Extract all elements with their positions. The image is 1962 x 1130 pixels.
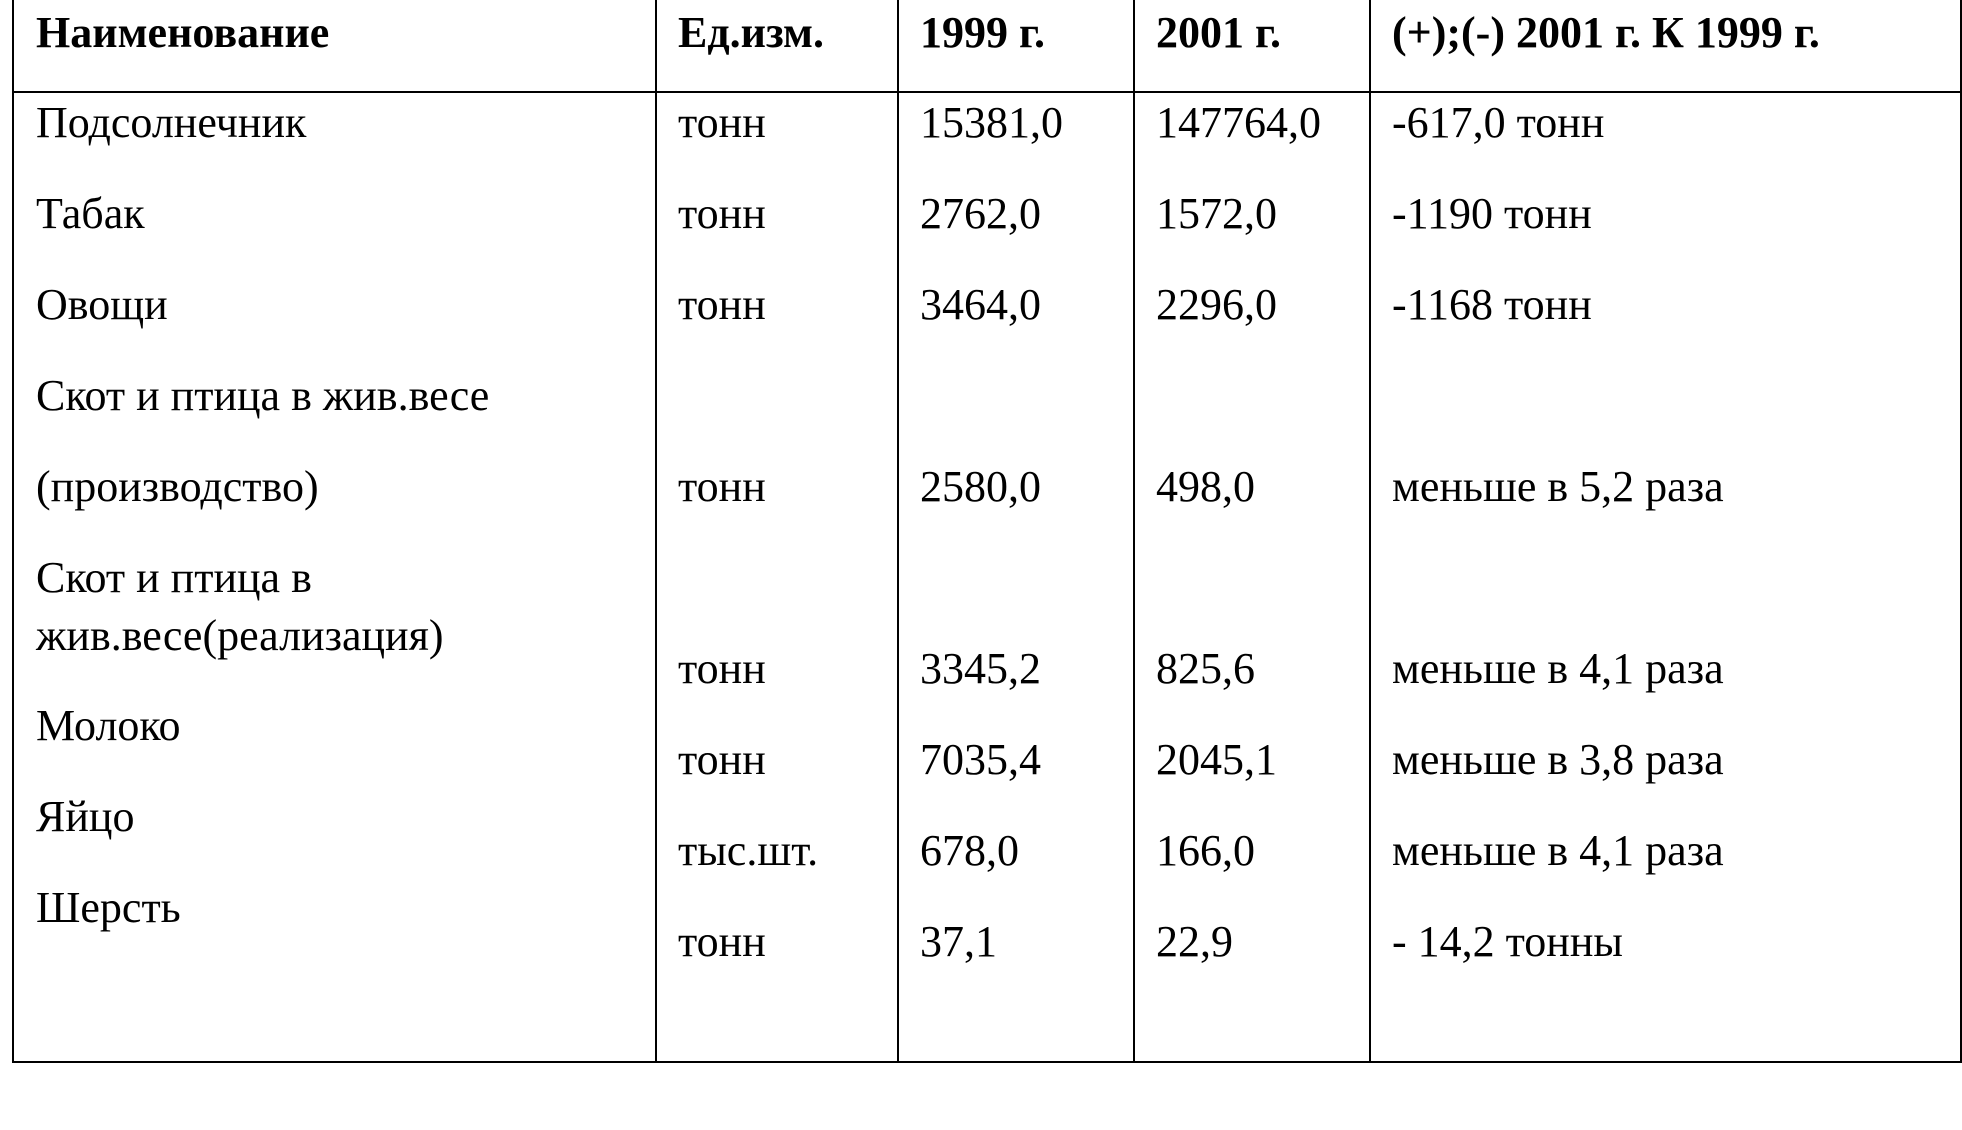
row-change: меньше в 4,1 раза — [1392, 644, 1724, 693]
header-name: Наименование — [36, 8, 330, 57]
header-change: (+);(-) 2001 г. К 1999 г. — [1392, 8, 1820, 57]
column-divider — [1133, 0, 1135, 1063]
row-change: -1190 тонн — [1392, 189, 1592, 238]
row-1999: 2762,0 — [920, 189, 1041, 238]
header-divider — [12, 91, 1962, 93]
row-1999: 2580,0 — [920, 462, 1041, 511]
row-1999: 7035,4 — [920, 735, 1041, 784]
row-2001: 2296,0 — [1156, 280, 1277, 329]
row-unit: тонн — [678, 735, 766, 784]
row-2001: 22,9 — [1156, 917, 1233, 966]
row-change: -617,0 тонн — [1392, 98, 1605, 147]
row-2001: 2045,1 — [1156, 735, 1277, 784]
row-name: Подсолнечник — [36, 98, 307, 147]
row-name-line2: жив.весе(реализация) — [36, 611, 444, 660]
row-name-line1: Скот и птица в жив.весе — [36, 371, 490, 420]
row-2001: 1572,0 — [1156, 189, 1277, 238]
row-unit: тонн — [678, 917, 766, 966]
row-1999: 37,1 — [920, 917, 997, 966]
row-change: -1168 тонн — [1392, 280, 1592, 329]
row-unit: тонн — [678, 280, 766, 329]
column-divider — [1369, 0, 1371, 1063]
header-1999: 1999 г. — [920, 8, 1046, 57]
column-divider — [897, 0, 899, 1063]
row-name-line2: (производство) — [36, 462, 319, 511]
header-unit: Ед.изм. — [678, 8, 824, 57]
row-2001: 498,0 — [1156, 462, 1255, 511]
row-unit: тонн — [678, 98, 766, 147]
row-1999: 678,0 — [920, 826, 1019, 875]
row-change: меньше в 5,2 раза — [1392, 462, 1724, 511]
row-name: Шерсть — [36, 883, 181, 932]
header-2001: 2001 г. — [1156, 8, 1282, 57]
row-name: Молоко — [36, 701, 181, 750]
row-2001: 825,6 — [1156, 644, 1255, 693]
row-name: Яйцо — [36, 792, 135, 841]
row-unit: тыс.шт. — [678, 826, 819, 875]
row-unit: тонн — [678, 462, 766, 511]
data-table — [12, 0, 1962, 1063]
row-name-line1: Скот и птица в — [36, 553, 312, 602]
row-unit: тонн — [678, 189, 766, 238]
row-name: Табак — [36, 189, 145, 238]
row-change: - 14,2 тонны — [1392, 917, 1623, 966]
row-1999: 15381,0 — [920, 98, 1063, 147]
row-2001: 166,0 — [1156, 826, 1255, 875]
row-1999: 3464,0 — [920, 280, 1041, 329]
column-divider — [655, 0, 657, 1063]
row-1999: 3345,2 — [920, 644, 1041, 693]
row-name: Овощи — [36, 280, 168, 329]
row-change: меньше в 3,8 раза — [1392, 735, 1724, 784]
row-unit: тонн — [678, 644, 766, 693]
row-2001: 147764,0 — [1156, 98, 1321, 147]
row-change: меньше в 4,1 раза — [1392, 826, 1724, 875]
